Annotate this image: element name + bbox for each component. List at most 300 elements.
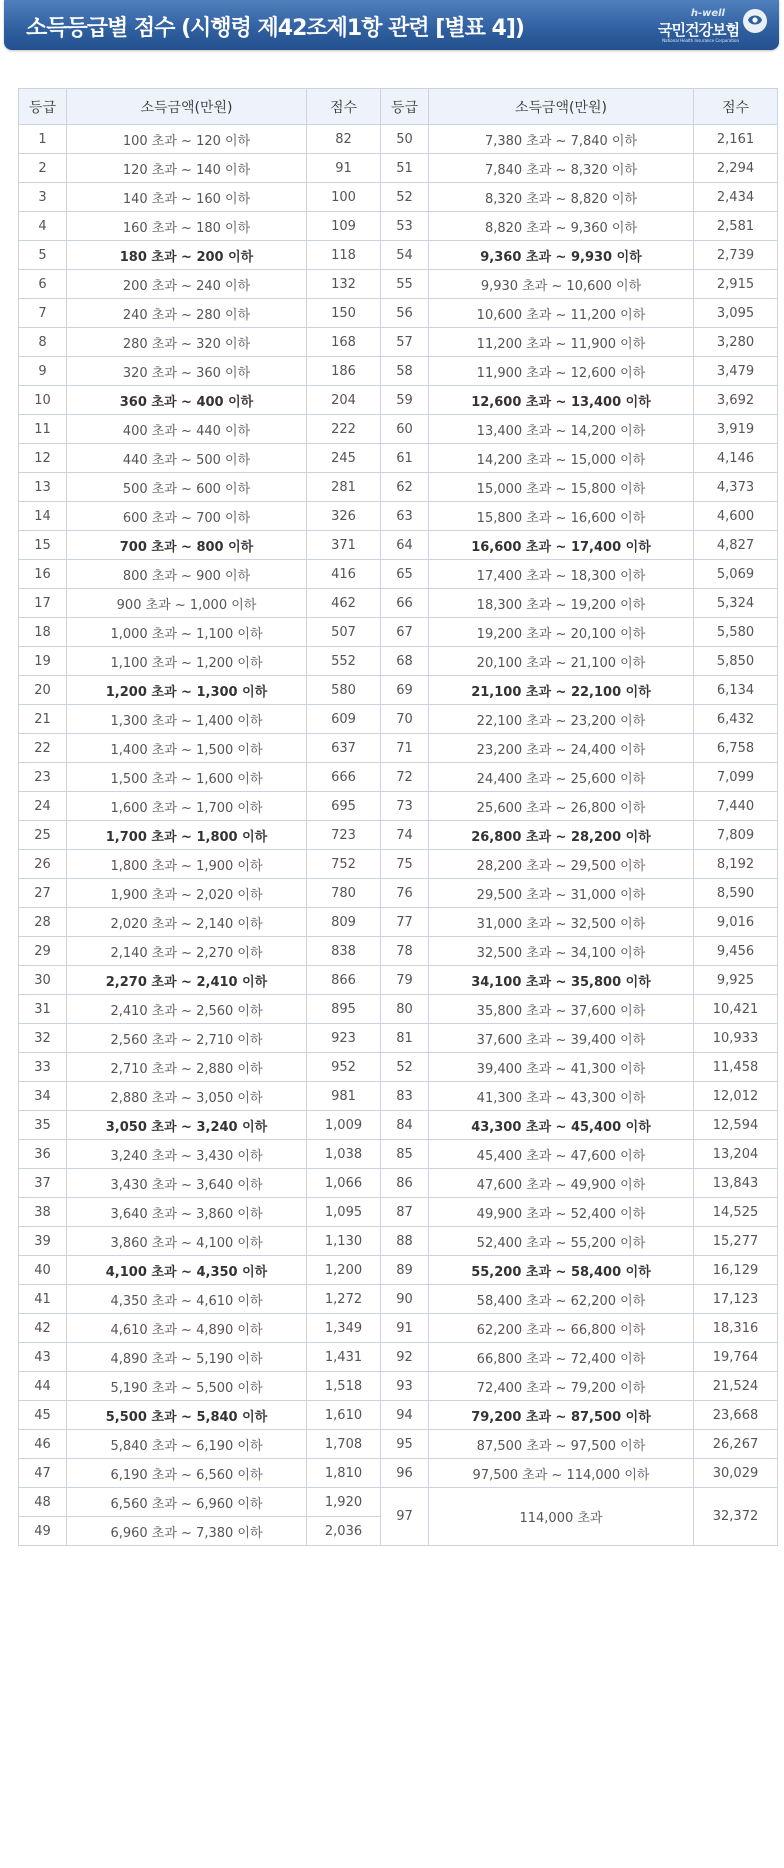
score-cell: 5,324 (694, 589, 778, 618)
table-row (19, 705, 778, 734)
score-cell: 838 (307, 937, 381, 966)
grade-cell: 34 (19, 1082, 67, 1111)
score-cell: 752 (307, 850, 381, 879)
score-cell: 981 (307, 1082, 381, 1111)
grade-cell: 54 (381, 241, 429, 270)
table-row (19, 473, 778, 502)
grade-cell: 25 (19, 821, 67, 850)
income-range-cell: 52,400 초과 ~ 55,200 이하 (429, 1227, 694, 1256)
income-range-cell: 600 초과 ~ 700 이하 (67, 502, 307, 531)
table-row (19, 1111, 778, 1140)
score-cell: 7,809 (694, 821, 778, 850)
table-row (19, 1343, 778, 1372)
grade-cell: 80 (381, 995, 429, 1024)
grade-cell: 49 (19, 1517, 67, 1546)
score-cell: 4,827 (694, 531, 778, 560)
grade-cell: 24 (19, 792, 67, 821)
grade-cell: 63 (381, 502, 429, 531)
score-cell: 6,758 (694, 734, 778, 763)
income-range-cell: 3,050 초과 ~ 3,240 이하 (67, 1111, 307, 1140)
income-range-cell: 66,800 초과 ~ 72,400 이하 (429, 1343, 694, 1372)
income-range-cell: 9,930 초과 ~ 10,600 이하 (429, 270, 694, 299)
score-cell: 371 (307, 531, 381, 560)
table-header-row (19, 89, 778, 125)
score-cell: 9,016 (694, 908, 778, 937)
income-range-cell: 8,820 초과 ~ 9,360 이하 (429, 212, 694, 241)
header-income: 소득금액(만원) (67, 89, 307, 125)
grade-cell: 78 (381, 937, 429, 966)
income-range-cell: 700 초과 ~ 800 이하 (67, 531, 307, 560)
table-row (19, 1227, 778, 1256)
score-cell: 1,009 (307, 1111, 381, 1140)
income-range-cell: 1,000 초과 ~ 1,100 이하 (67, 618, 307, 647)
income-range-cell: 28,200 초과 ~ 29,500 이하 (429, 850, 694, 879)
grade-cell: 72 (381, 763, 429, 792)
income-range-cell: 1,200 초과 ~ 1,300 이하 (67, 676, 307, 705)
grade-cell: 84 (381, 1111, 429, 1140)
score-cell: 1,708 (307, 1430, 381, 1459)
income-range-cell: 14,200 초과 ~ 15,000 이하 (429, 444, 694, 473)
score-cell: 1,431 (307, 1343, 381, 1372)
income-range-cell: 240 초과 ~ 280 이하 (67, 299, 307, 328)
table-row (19, 1430, 778, 1459)
grade-cell: 40 (19, 1256, 67, 1285)
table-row (19, 357, 778, 386)
grade-cell: 21 (19, 705, 67, 734)
income-range-cell: 6,560 초과 ~ 6,960 이하 (67, 1488, 307, 1517)
grade-cell: 48 (19, 1488, 67, 1517)
table-row (19, 560, 778, 589)
score-cell: 3,479 (694, 357, 778, 386)
score-cell: 5,069 (694, 560, 778, 589)
score-cell: 281 (307, 473, 381, 502)
logo-mark-icon (741, 8, 769, 36)
income-range-cell: 97,500 초과 ~ 114,000 이하 (429, 1459, 694, 1488)
score-cell: 204 (307, 386, 381, 415)
score-cell: 168 (307, 328, 381, 357)
header-grade: 등급 (19, 89, 67, 125)
grade-cell: 37 (19, 1169, 67, 1198)
income-range-cell: 1,400 초과 ~ 1,500 이하 (67, 734, 307, 763)
score-cell: 26,267 (694, 1430, 778, 1459)
income-range-cell: 1,600 초과 ~ 1,700 이하 (67, 792, 307, 821)
grade-cell: 20 (19, 676, 67, 705)
grade-cell: 76 (381, 879, 429, 908)
score-cell: 1,200 (307, 1256, 381, 1285)
income-range-cell: 62,200 초과 ~ 66,800 이하 (429, 1314, 694, 1343)
table-row (19, 1372, 778, 1401)
income-range-cell: 800 초과 ~ 900 이하 (67, 560, 307, 589)
table-row (19, 618, 778, 647)
grade-cell: 58 (381, 357, 429, 386)
income-range-cell: 2,020 초과 ~ 2,140 이하 (67, 908, 307, 937)
table-row (19, 415, 778, 444)
income-range-cell: 1,500 초과 ~ 1,600 이하 (67, 763, 307, 792)
income-range-cell: 26,800 초과 ~ 28,200 이하 (429, 821, 694, 850)
income-range-cell: 12,600 초과 ~ 13,400 이하 (429, 386, 694, 415)
income-range-cell: 7,840 초과 ~ 8,320 이하 (429, 154, 694, 183)
grade-cell: 61 (381, 444, 429, 473)
income-range-cell: 49,900 초과 ~ 52,400 이하 (429, 1198, 694, 1227)
score-cell: 9,925 (694, 966, 778, 995)
score-cell: 609 (307, 705, 381, 734)
grade-cell: 92 (381, 1343, 429, 1372)
grade-cell: 93 (381, 1372, 429, 1401)
grade-cell: 2 (19, 154, 67, 183)
grade-cell: 44 (19, 1372, 67, 1401)
grade-cell: 26 (19, 850, 67, 879)
grade-cell: 33 (19, 1053, 67, 1082)
income-range-cell: 18,300 초과 ~ 19,200 이하 (429, 589, 694, 618)
score-cell: 32,372 (694, 1488, 778, 1546)
grade-cell: 53 (381, 212, 429, 241)
score-cell: 3,919 (694, 415, 778, 444)
score-cell: 809 (307, 908, 381, 937)
grade-cell: 6 (19, 270, 67, 299)
score-cell: 723 (307, 821, 381, 850)
grade-cell: 65 (381, 560, 429, 589)
income-range-cell: 180 초과 ~ 200 이하 (67, 241, 307, 270)
grade-cell: 39 (19, 1227, 67, 1256)
score-cell: 132 (307, 270, 381, 299)
score-cell: 507 (307, 618, 381, 647)
income-range-cell: 25,600 초과 ~ 26,800 이하 (429, 792, 694, 821)
grade-cell: 97 (381, 1488, 429, 1546)
logo-tagline: h-well (690, 8, 725, 19)
score-cell: 326 (307, 502, 381, 531)
header-score: 점수 (307, 89, 381, 125)
score-cell: 4,373 (694, 473, 778, 502)
score-cell: 100 (307, 183, 381, 212)
score-cell: 18,316 (694, 1314, 778, 1343)
header-banner (4, 0, 779, 50)
income-range-cell: 4,890 초과 ~ 5,190 이하 (67, 1343, 307, 1372)
grade-cell: 13 (19, 473, 67, 502)
table-row (19, 792, 778, 821)
score-cell: 8,192 (694, 850, 778, 879)
table-row (19, 125, 778, 154)
score-cell: 1,272 (307, 1285, 381, 1314)
grade-cell: 19 (19, 647, 67, 676)
grade-cell: 43 (19, 1343, 67, 1372)
score-cell: 923 (307, 1024, 381, 1053)
income-range-cell: 34,100 초과 ~ 35,800 이하 (429, 966, 694, 995)
table-row (19, 1198, 778, 1227)
score-cell: 12,012 (694, 1082, 778, 1111)
score-cell: 637 (307, 734, 381, 763)
income-range-cell: 3,240 초과 ~ 3,430 이하 (67, 1140, 307, 1169)
grade-cell: 22 (19, 734, 67, 763)
income-range-cell: 43,300 초과 ~ 45,400 이하 (429, 1111, 694, 1140)
income-range-cell: 114,000 초과 (429, 1488, 694, 1546)
income-range-cell: 39,400 초과 ~ 41,300 이하 (429, 1053, 694, 1082)
grade-cell: 87 (381, 1198, 429, 1227)
income-range-cell: 23,200 초과 ~ 24,400 이하 (429, 734, 694, 763)
income-range-cell: 500 초과 ~ 600 이하 (67, 473, 307, 502)
table-row (19, 1459, 778, 1488)
table-row (19, 531, 778, 560)
income-range-cell: 1,300 초과 ~ 1,400 이하 (67, 705, 307, 734)
income-range-cell: 1,900 초과 ~ 2,020 이하 (67, 879, 307, 908)
score-cell: 2,161 (694, 125, 778, 154)
income-range-cell: 21,100 초과 ~ 22,100 이하 (429, 676, 694, 705)
income-range-cell: 87,500 초과 ~ 97,500 이하 (429, 1430, 694, 1459)
income-range-cell: 20,100 초과 ~ 21,100 이하 (429, 647, 694, 676)
score-cell: 666 (307, 763, 381, 792)
income-range-cell: 140 초과 ~ 160 이하 (67, 183, 307, 212)
score-cell: 3,692 (694, 386, 778, 415)
score-cell: 7,099 (694, 763, 778, 792)
income-range-cell: 15,000 초과 ~ 15,800 이하 (429, 473, 694, 502)
table-row (19, 1488, 778, 1517)
grade-cell: 46 (19, 1430, 67, 1459)
income-range-cell: 360 초과 ~ 400 이하 (67, 386, 307, 415)
score-cell: 109 (307, 212, 381, 241)
grade-cell: 29 (19, 937, 67, 966)
grade-cell: 90 (381, 1285, 429, 1314)
score-cell: 4,146 (694, 444, 778, 473)
score-cell: 2,294 (694, 154, 778, 183)
score-cell: 1,518 (307, 1372, 381, 1401)
income-range-cell: 22,100 초과 ~ 23,200 이하 (429, 705, 694, 734)
income-range-cell: 11,900 초과 ~ 12,600 이하 (429, 357, 694, 386)
grade-cell: 10 (19, 386, 67, 415)
score-cell: 11,458 (694, 1053, 778, 1082)
grade-cell: 31 (19, 995, 67, 1024)
grade-cell: 52 (381, 1053, 429, 1082)
table-row (19, 763, 778, 792)
table-row (19, 879, 778, 908)
income-range-cell: 2,880 초과 ~ 3,050 이하 (67, 1082, 307, 1111)
income-range-cell: 10,600 초과 ~ 11,200 이하 (429, 299, 694, 328)
income-range-cell: 35,800 초과 ~ 37,600 이하 (429, 995, 694, 1024)
table-row (19, 821, 778, 850)
score-cell: 23,668 (694, 1401, 778, 1430)
grade-cell: 70 (381, 705, 429, 734)
table-row (19, 1140, 778, 1169)
income-range-cell: 8,320 초과 ~ 8,820 이하 (429, 183, 694, 212)
grade-cell: 59 (381, 386, 429, 415)
score-cell: 1,038 (307, 1140, 381, 1169)
income-range-cell: 29,500 초과 ~ 31,000 이하 (429, 879, 694, 908)
table-row (19, 1256, 778, 1285)
grade-cell: 81 (381, 1024, 429, 1053)
table-row (19, 966, 778, 995)
income-range-cell: 55,200 초과 ~ 58,400 이하 (429, 1256, 694, 1285)
grade-cell: 77 (381, 908, 429, 937)
table-row (19, 1053, 778, 1082)
income-range-cell: 1,100 초과 ~ 1,200 이하 (67, 647, 307, 676)
header-income: 소득금액(만원) (429, 89, 694, 125)
income-range-cell: 2,410 초과 ~ 2,560 이하 (67, 995, 307, 1024)
score-cell: 2,581 (694, 212, 778, 241)
grade-cell: 55 (381, 270, 429, 299)
score-cell: 9,456 (694, 937, 778, 966)
grade-cell: 57 (381, 328, 429, 357)
income-range-cell: 24,400 초과 ~ 25,600 이하 (429, 763, 694, 792)
score-cell: 10,421 (694, 995, 778, 1024)
income-range-cell: 13,400 초과 ~ 14,200 이하 (429, 415, 694, 444)
score-cell: 695 (307, 792, 381, 821)
score-cell: 17,123 (694, 1285, 778, 1314)
score-cell: 3,095 (694, 299, 778, 328)
score-cell: 16,129 (694, 1256, 778, 1285)
income-range-cell: 41,300 초과 ~ 43,300 이하 (429, 1082, 694, 1111)
grade-cell: 7 (19, 299, 67, 328)
table-row (19, 1314, 778, 1343)
income-range-cell: 5,190 초과 ~ 5,500 이하 (67, 1372, 307, 1401)
grade-cell: 4 (19, 212, 67, 241)
income-range-cell: 200 초과 ~ 240 이하 (67, 270, 307, 299)
grade-cell: 88 (381, 1227, 429, 1256)
score-cell: 895 (307, 995, 381, 1024)
grade-cell: 11 (19, 415, 67, 444)
grade-cell: 16 (19, 560, 67, 589)
grade-cell: 89 (381, 1256, 429, 1285)
grade-cell: 95 (381, 1430, 429, 1459)
income-range-cell: 1,700 초과 ~ 1,800 이하 (67, 821, 307, 850)
grade-cell: 86 (381, 1169, 429, 1198)
score-cell: 6,432 (694, 705, 778, 734)
score-cell: 222 (307, 415, 381, 444)
income-range-cell: 2,270 초과 ~ 2,410 이하 (67, 966, 307, 995)
table-row (19, 676, 778, 705)
table-row (19, 386, 778, 415)
score-cell: 5,850 (694, 647, 778, 676)
table-row (19, 850, 778, 879)
score-cell: 1,130 (307, 1227, 381, 1256)
income-range-cell: 9,360 초과 ~ 9,930 이하 (429, 241, 694, 270)
income-range-cell: 3,640 초과 ~ 3,860 이하 (67, 1198, 307, 1227)
score-cell: 952 (307, 1053, 381, 1082)
table-row (19, 1401, 778, 1430)
income-range-cell: 37,600 초과 ~ 39,400 이하 (429, 1024, 694, 1053)
income-range-cell: 2,560 초과 ~ 2,710 이하 (67, 1024, 307, 1053)
table-row (19, 1285, 778, 1314)
score-cell: 186 (307, 357, 381, 386)
grade-cell: 71 (381, 734, 429, 763)
score-cell: 3,280 (694, 328, 778, 357)
score-cell: 10,933 (694, 1024, 778, 1053)
header-grade: 등급 (381, 89, 429, 125)
grade-cell: 27 (19, 879, 67, 908)
score-cell: 416 (307, 560, 381, 589)
table-row (19, 328, 778, 357)
grade-cell: 28 (19, 908, 67, 937)
table-row (19, 212, 778, 241)
grade-cell: 15 (19, 531, 67, 560)
income-range-cell: 45,400 초과 ~ 47,600 이하 (429, 1140, 694, 1169)
table-row (19, 1024, 778, 1053)
income-range-cell: 5,840 초과 ~ 6,190 이하 (67, 1430, 307, 1459)
income-range-cell: 400 초과 ~ 440 이하 (67, 415, 307, 444)
grade-cell: 52 (381, 183, 429, 212)
table-row (19, 270, 778, 299)
grade-cell: 41 (19, 1285, 67, 1314)
income-range-cell: 4,100 초과 ~ 4,350 이하 (67, 1256, 307, 1285)
grade-cell: 14 (19, 502, 67, 531)
grade-cell: 83 (381, 1082, 429, 1111)
score-cell: 245 (307, 444, 381, 473)
grade-cell: 94 (381, 1401, 429, 1430)
grade-cell: 8 (19, 328, 67, 357)
grade-cell: 73 (381, 792, 429, 821)
income-range-cell: 58,400 초과 ~ 62,200 이하 (429, 1285, 694, 1314)
income-range-cell: 160 초과 ~ 180 이하 (67, 212, 307, 241)
income-range-cell: 2,140 초과 ~ 2,270 이하 (67, 937, 307, 966)
score-cell: 552 (307, 647, 381, 676)
grade-cell: 23 (19, 763, 67, 792)
income-range-cell: 11,200 초과 ~ 11,900 이하 (429, 328, 694, 357)
grade-cell: 17 (19, 589, 67, 618)
score-cell: 1,066 (307, 1169, 381, 1198)
income-range-cell: 6,960 초과 ~ 7,380 이하 (67, 1517, 307, 1546)
grade-cell: 18 (19, 618, 67, 647)
grade-cell: 68 (381, 647, 429, 676)
table-row (19, 1082, 778, 1111)
income-range-cell: 440 초과 ~ 500 이하 (67, 444, 307, 473)
score-cell: 1,610 (307, 1401, 381, 1430)
income-range-cell: 3,430 초과 ~ 3,640 이하 (67, 1169, 307, 1198)
grade-cell: 56 (381, 299, 429, 328)
score-cell: 2,739 (694, 241, 778, 270)
score-cell: 6,134 (694, 676, 778, 705)
table-row (19, 154, 778, 183)
income-range-cell: 3,860 초과 ~ 4,100 이하 (67, 1227, 307, 1256)
table-row (19, 647, 778, 676)
grade-cell: 66 (381, 589, 429, 618)
score-cell: 150 (307, 299, 381, 328)
income-range-cell: 7,380 초과 ~ 7,840 이하 (429, 125, 694, 154)
table-row (19, 589, 778, 618)
income-range-cell: 2,710 초과 ~ 2,880 이하 (67, 1053, 307, 1082)
score-cell: 2,434 (694, 183, 778, 212)
score-cell: 866 (307, 966, 381, 995)
grade-cell: 67 (381, 618, 429, 647)
table-row (19, 183, 778, 212)
table-row (19, 241, 778, 270)
grade-cell: 51 (381, 154, 429, 183)
grade-cell: 79 (381, 966, 429, 995)
grade-cell: 96 (381, 1459, 429, 1488)
nhis-logo (649, 6, 769, 46)
table-row (19, 734, 778, 763)
score-cell: 2,036 (307, 1517, 381, 1546)
grade-cell: 5 (19, 241, 67, 270)
income-range-cell: 1,800 초과 ~ 1,900 이하 (67, 850, 307, 879)
income-range-cell: 72,400 초과 ~ 79,200 이하 (429, 1372, 694, 1401)
score-cell: 5,580 (694, 618, 778, 647)
score-cell: 1,095 (307, 1198, 381, 1227)
income-range-cell: 15,800 초과 ~ 16,600 이하 (429, 502, 694, 531)
score-cell: 1,920 (307, 1488, 381, 1517)
income-range-cell: 17,400 초과 ~ 18,300 이하 (429, 560, 694, 589)
grade-cell: 42 (19, 1314, 67, 1343)
table-row (19, 444, 778, 473)
income-range-cell: 120 초과 ~ 140 이하 (67, 154, 307, 183)
score-cell: 8,590 (694, 879, 778, 908)
grade-cell: 64 (381, 531, 429, 560)
grade-cell: 1 (19, 125, 67, 154)
score-cell: 580 (307, 676, 381, 705)
income-range-cell: 32,500 초과 ~ 34,100 이하 (429, 937, 694, 966)
score-cell: 4,600 (694, 502, 778, 531)
table-row (19, 937, 778, 966)
score-cell: 91 (307, 154, 381, 183)
grade-cell: 69 (381, 676, 429, 705)
income-grade-table (18, 88, 778, 1546)
logo-name: 국민건강보험 (658, 21, 739, 39)
